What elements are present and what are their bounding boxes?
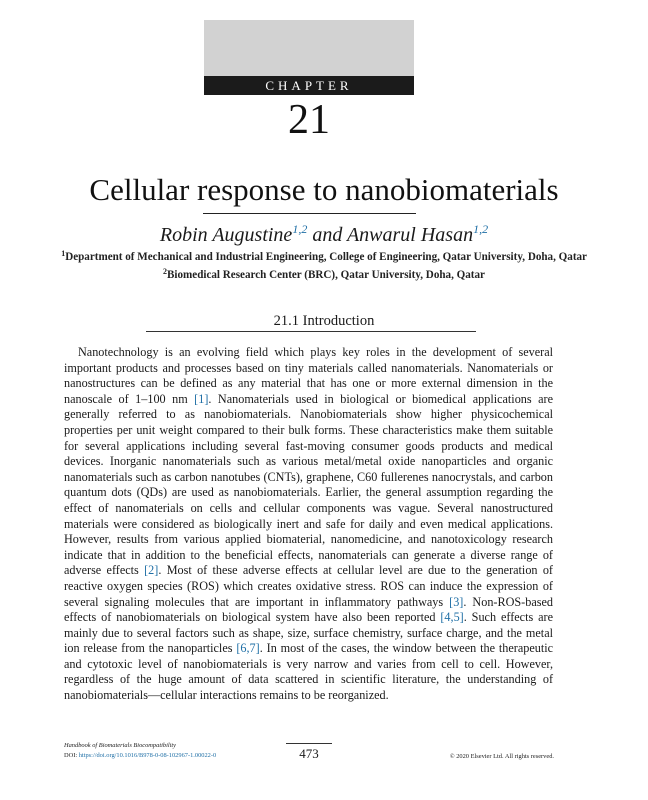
page-number: 473 [286,743,332,764]
author-joiner: and [307,224,347,246]
citation-link[interactable]: [4,5] [440,610,464,625]
body-run: . Such effects are mainly due to several factors such as shape, size, surface chemistry, surface charge, and the metal ion release from the nanoparticles [64,610,553,656]
citation-link[interactable]: [6,7] [236,641,260,656]
section-divider [146,331,476,332]
citation-link[interactable]: [3] [449,594,464,609]
author-affiliation-marker[interactable]: 1,2 [473,222,489,236]
citation-link[interactable]: [1] [194,391,209,406]
doi-line [64,751,284,761]
footer-source [64,741,284,761]
book-title: Handbook of Biomaterials Biocompatibility [64,742,177,749]
chapter-label: CHAPTER [204,76,414,95]
copyright-notice: © 2020 Elsevier Ltd. All rights reserved. [449,753,554,760]
affiliation-marker: 2 [163,267,167,276]
section-heading: 21.1 Introduction [273,313,375,329]
paragraph [64,345,553,704]
doi-link[interactable]: https://doi.org/10.1016/B978-0-08-102967-1.00022-0 [78,752,217,759]
body-run: . Nanomaterials used in biological or biomedical applications are generally referred to as nanobiomaterials. Nanobiomaterials show higher physicochemical properties per unit weight compared to their bulk forms. These characteristics make them suitable for several applications including several fast-moving consumer goods products and medical devices. Inorganic nanomaterials such as various metal/metal oxide nanoparticles and organic nanomaterials such as carbon nanotubes (CNTs), graphene, C60 fullerenes nanocrystals, and carbon quantum dots (QDs) are used as nanobiomaterials. Earlier, the general assumption regarding the effect of nanomaterials on cells and cellular components was vague. Several nanostructured materials were considered as biologically inert and safe for daily and even medical applications. However, results from various applied biomaterial, nanomedicine, and nanotoxicology research indicate that in addition to the beneficial effects, nanomaterials can generate a diverse range of adverse effects [64,391,553,578]
affiliations [60,248,588,284]
citation-link[interactable]: [2] [144,563,159,578]
chapter-number: 21 [288,97,330,143]
chapter-title: Cellular response to nanobiomaterials [89,172,559,207]
author-line [0,222,648,248]
affiliation-text: Department of Mechanical and Industrial Engineering, College of Engineering, Qatar University, Doha, Qatar [65,251,587,263]
affiliation-text: Biomedical Research Center (BRC), Qatar University, Doha, Qatar [167,269,485,281]
chapter-header [204,20,414,142]
title-divider [203,213,416,214]
affiliation-marker: 1 [61,249,66,258]
author-affiliation-marker[interactable]: 1,2 [292,222,308,236]
body-run: . Non-ROS-based effects of nanobiomaterials on biological system have also been reported [64,594,553,625]
body-run: . Most of these adverse effects at cellular level are due to the generation of reactive oxygen species (ROS) which creates oxidative stress. ROS can induce the expression of several signaling molecules that are important in inflammatory pathways [64,563,553,609]
author-name: Robin Augustine [159,224,293,246]
body-text [64,345,553,704]
body-run: Nanotechnology is an evolving field which plays key roles in the development of several important products and processes based on tiny materials called nanomaterials. Nanomaterials or nanostructures can be defined as any material that has one or more external dimension in the nanoscale of 1–100 nm [64,345,553,406]
body-run: . In most of the cases, the window between the therapeutic and cytotoxic level of nanobiomaterials is very narrow and varies from cell to cell. However, regardless of the huge amount of data scattered in scientific literature, the understanding of nanobiomaterials—cellular interactions remains to be reorganized. [64,641,554,703]
author-name: Anwarul Hasan [346,224,474,246]
doi-label: DOI: [64,752,79,759]
chapter-gray-box [204,20,414,76]
